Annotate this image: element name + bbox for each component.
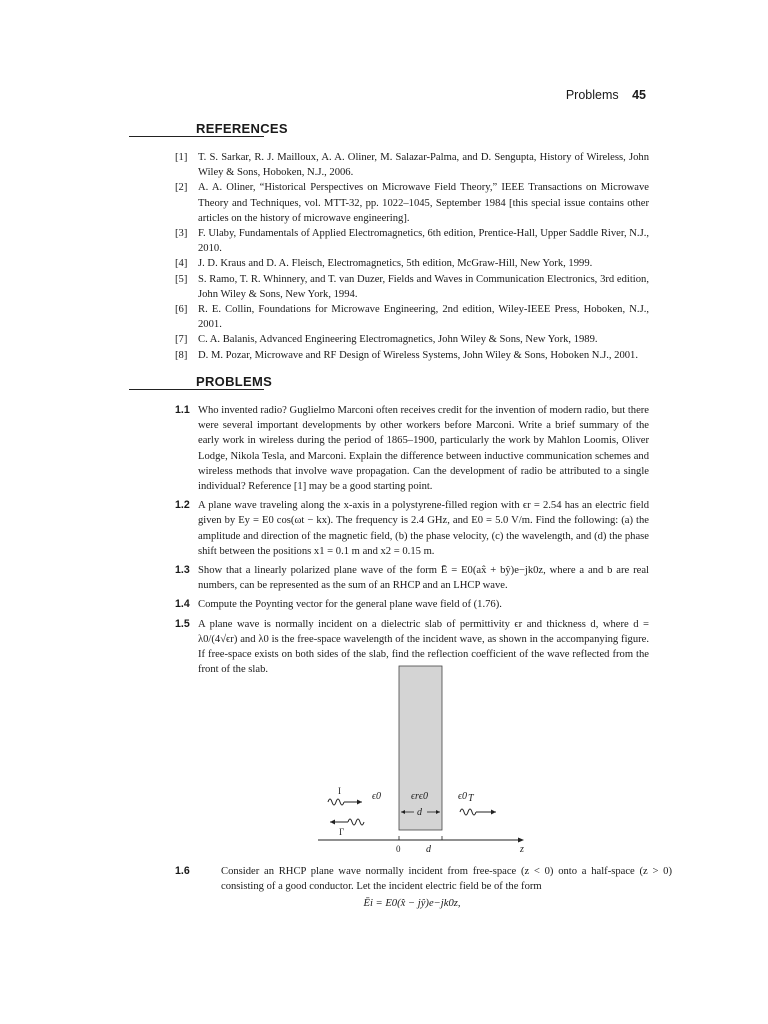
transmitted-label: T [468, 793, 474, 804]
running-head [566, 88, 646, 102]
reference-number: [8] [175, 349, 188, 361]
problem-number: 1.6 [175, 865, 190, 877]
reference-number: [5] [175, 273, 188, 285]
eps-slab-label: ϵrϵ0 [411, 791, 428, 802]
reference-item [175, 302, 649, 332]
reference-item [175, 272, 649, 302]
reference-item [175, 332, 649, 347]
problem-text: A plane wave is normally incident on a dielectric slab of permittivity ϵr and thickness d, where d = λ0/(4√ϵr) and λ0 is the free-space wavelength of the incident wave, as shown in the accompanying figure. If free-space exists on both sides of the slab, find the reflection coefficient of the wave reflected from the front of the slab. [198, 618, 649, 676]
problems-rule [129, 389, 264, 390]
reference-text: C. A. Balanis, Advanced Engineering Electromagnetics, John Wiley & Sons, New York, 1989. [198, 334, 598, 346]
reference-number: [1] [175, 152, 188, 163]
reference-item [175, 150, 649, 180]
reference-item [175, 256, 649, 271]
eps-left-label: ϵ0 [372, 791, 382, 802]
problem-text: Show that a linearly polarized plane wave of the form Ē = E0(ax̂ + bŷ)e−jk0z, where a and b are real numbers, can be represented as the sum of an RHCP and an LHCP wave. [198, 565, 649, 592]
reflected-wave-icon [330, 819, 364, 825]
slab-figure [310, 660, 530, 860]
problem-item [175, 563, 649, 593]
axis-d-label: d [426, 844, 431, 855]
transmitted-wave-icon [460, 809, 496, 815]
reference-list [175, 150, 649, 363]
problem-number: 1.1 [175, 404, 190, 416]
incident-wave-icon [328, 799, 362, 805]
problem-number: 1.5 [175, 617, 190, 630]
problem-text: Consider an RHCP plane wave normally incident from free-space (z < 0) onto a half-space (z > 0) consisting of a good conductor. Let the incident electric field be of the form [221, 866, 672, 893]
reflected-label: Γ [339, 827, 345, 837]
reference-number: [3] [175, 228, 188, 240]
reference-text: T. S. Sarkar, R. J. Mailloux, A. A. Oliner, M. Salazar-Palma, and D. Sengupta, History of Wireless, John Wiley & Sons, Hoboken, N.J., 2006. [198, 152, 649, 179]
reference-text: S. Ramo, T. R. Whinnery, and T. van Duzer, Fields and Waves in Communication Electronics, 3rd edition, John Wiley & Sons, New York, 1994. [198, 273, 649, 300]
reference-text: J. D. Kraus and D. A. Fleisch, Electromagnetics, 5th edition, McGraw-Hill, New York, 1999. [198, 258, 593, 270]
reference-text: R. E. Collin, Foundations for Microwave Engineering, 2nd edition, Wiley-IEEE Press, Hoboken, N.J., 2001. [198, 304, 649, 331]
problem-number: 1.3 [175, 564, 190, 577]
reference-number: [7] [175, 334, 188, 346]
thickness-label: d [417, 807, 422, 818]
problem-item [175, 597, 649, 612]
axis-z-label: z [520, 844, 524, 855]
problem-text: Compute the Poynting vector for the general plane wave field of (1.76). [198, 599, 502, 611]
reference-number: [2] [175, 182, 188, 194]
incident-field-equation: Ēi = E0(x̂ − jŷ)e−jk0z, [363, 898, 461, 909]
problem-list [175, 403, 649, 681]
reference-text: A. A. Oliner, “Historical Perspectives on Microwave Field Theory,” IEEE Transactions on Microwave Theory and Techniques, vol. MTT-32, pp. 1022–1045, September 1984 [this special issue contains other articles on the history of microwave engineering]. [198, 182, 649, 224]
problems-heading: PROBLEMS [196, 374, 273, 389]
eps-right-label: ϵ0 [458, 791, 468, 802]
dielectric-slab [399, 666, 442, 830]
reference-text: D. M. Pozar, Microwave and RF Design of Wireless Systems, John Wiley & Sons, Hoboken N.J., 2001. [198, 349, 639, 361]
problem-item [175, 403, 649, 494]
references-heading: REFERENCES [196, 121, 288, 136]
problem-item [175, 498, 649, 559]
reference-text: F. Ulaby, Fundamentals of Applied Electromagnetics, 6th edition, Prentice-Hall, Upper Saddle River, N.J., 2010. [198, 228, 649, 255]
problem-number: 1.2 [175, 499, 190, 512]
references-rule [129, 136, 264, 137]
reference-number: [4] [175, 258, 188, 270]
problem-text: Who invented radio? Guglielmo Marconi often receives credit for the invention of modern radio, but there were several important developments by other workers before Marconi. Write a brief summary of the early work in wireless during the period of 1865–1900, particularly the work by Mahlon Loomis, Oliver Lodge, Nikola Tesla, and Marconi. Explain the difference between inductive communication schemes and wireless methods that involve wave propagation. Can the development of radio be attributed to a single individual? Reference [1] may be a good starting point. [198, 405, 649, 493]
problem-1-6 [175, 864, 672, 894]
reference-number: [6] [175, 304, 188, 316]
reference-item [175, 180, 649, 226]
running-head-section: Problems [565, 88, 619, 102]
z-axis-arrow-icon [518, 838, 524, 843]
reference-item [175, 226, 649, 256]
incident-label: I [338, 786, 341, 796]
axis-origin-label: 0 [396, 844, 401, 854]
page-number: 45 [632, 88, 646, 102]
reference-item [175, 348, 649, 363]
problem-text: A plane wave traveling along the x-axis in a polystyrene-filled region with ϵr = 2.54 has an electric field given by Ey = E0 cos(ωt − kx). The frequency is 2.4 GHz, and E0 = 5.0 V/m. Find the following: (a) the amplitude and direction of the magnetic field, (b) the phase velocity, (c) the wavelength, and (d) the phase shift between the positions x1 = 0.1 m and x2 = 0.15 m. [198, 500, 649, 557]
problem-number: 1.4 [175, 598, 190, 611]
